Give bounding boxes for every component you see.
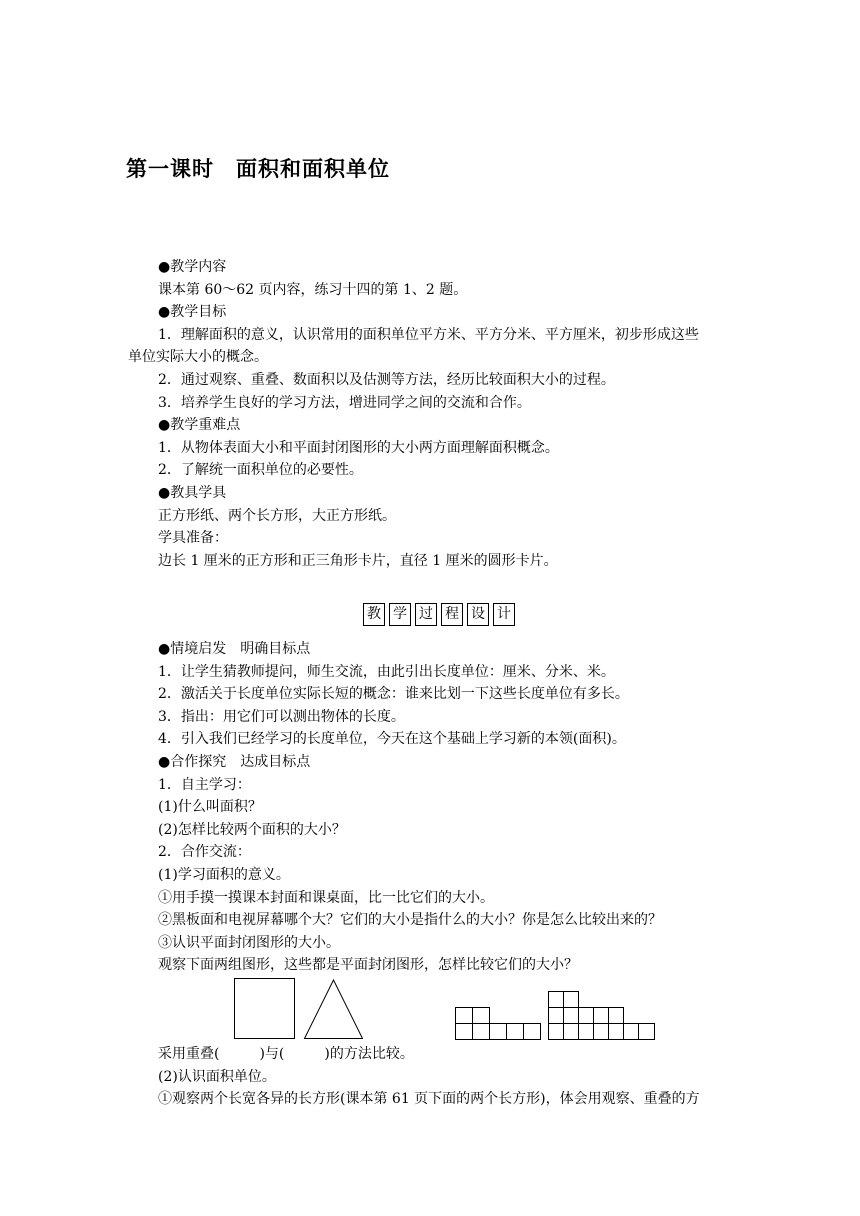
discussion-heading: 2．合作交流： <box>158 844 251 860</box>
tools-heading: ●教具学具 <box>158 485 227 501</box>
process-design-banner <box>363 603 519 627</box>
prep-text: 边长 1 厘米的正方形和正三角形卡片，直径 1 厘米的圆形卡片。 <box>158 553 558 569</box>
fill-blank-part-1: 采用重叠( <box>158 1046 220 1062</box>
lesson-title: 第一课时 面积和面积单位 <box>126 157 390 181</box>
goal-2: 2．通过观察、重叠、数面积以及估测等方法，经历比较面积大小的过程。 <box>158 372 615 388</box>
area-unit-item-1: ①观察两个长宽各异的长方形(课本第 61 页下面的两个长方形)，体会用观察、重叠的方 <box>158 1091 700 1107</box>
process-section-2-heading: ●合作探究 达成目标点 <box>158 754 311 770</box>
area-meaning-item-1: ①用手摸一摸课本封面和课桌面，比一比它们的大小。 <box>158 890 494 906</box>
area-meaning-item-2: ②黑板面和电视屏幕哪个大？它们的大小是指什么的大小？你是怎么比较出来的？ <box>158 912 662 928</box>
question-1: (1)什么叫面积？ <box>158 799 262 815</box>
keypoints-heading: ●教学重难点 <box>158 417 241 433</box>
triangle-figure <box>305 980 363 1039</box>
area-meaning-item-3: ③认识平面封闭图形的大小。 <box>158 935 340 951</box>
process-step-1-2: 2．激活关于长度单位实际长短的概念：谁来比划一下这些长度单位有多长。 <box>158 686 629 702</box>
keypoint-2: 2．了解统一面积单位的必要性。 <box>158 462 363 478</box>
area-meaning-heading: (1)学习面积的意义。 <box>158 867 290 883</box>
process-section-1-heading: ●情境启发 明确目标点 <box>158 641 311 657</box>
banner-char: 程 <box>441 603 463 626</box>
banner-char: 教 <box>363 603 385 626</box>
goals-heading: ●教学目标 <box>158 304 227 320</box>
area-unit-heading: (2)认识面积单位。 <box>158 1069 276 1085</box>
banner-char: 设 <box>467 603 489 626</box>
banner-char: 学 <box>389 603 411 626</box>
observe-instruction: 观察下面两组图形，这些都是平面封闭图形，怎样比较它们的大小？ <box>158 957 578 973</box>
grid-figure-right <box>549 992 655 1040</box>
fill-blank-part-2: )与( <box>259 1046 285 1062</box>
question-2: (2)怎样比较两个面积的大小？ <box>158 822 346 838</box>
fill-blank-part-3: )的方法比较。 <box>324 1046 414 1062</box>
process-step-1-4: 4．引入我们已经学习的长度单位，今天在这个基础上学习新的本领(面积)。 <box>158 731 626 747</box>
fill-blank-sentence <box>158 1044 414 1064</box>
goal-1-line-2: 单位实际大小的概念。 <box>128 349 268 365</box>
self-study-heading: 1．自主学习： <box>158 777 251 793</box>
process-step-1-3: 3．指出：用它们可以测出物体的长度。 <box>158 709 405 725</box>
prep-heading: 学具准备： <box>158 530 228 546</box>
content-heading: ●教学内容 <box>158 259 227 275</box>
process-step-1-1: 1．让学生猜教师提问，师生交流，由此引出长度单位：厘米、分米、米。 <box>158 664 615 680</box>
goal-1-line-1: 1．理解面积的意义，认识常用的面积单位平方米、平方分米、平方厘米，初步形成这些 <box>158 327 699 343</box>
square-figure <box>235 979 295 1039</box>
tools-text: 正方形纸、两个长方形，大正方形纸。 <box>158 508 396 524</box>
grid-figure-left <box>456 1008 541 1040</box>
content-text: 课本第 60～62 页内容，练习十四的第 1、2 题。 <box>158 282 468 298</box>
keypoint-1: 1．从物体表面大小和平面封闭图形的大小两方面理解面积概念。 <box>158 440 559 456</box>
banner-char: 计 <box>493 603 515 626</box>
comparison-figures <box>230 976 670 1042</box>
goal-3: 3．培养学生良好的学习方法，增进同学之间的交流和合作。 <box>158 395 531 411</box>
banner-char: 过 <box>415 603 437 626</box>
